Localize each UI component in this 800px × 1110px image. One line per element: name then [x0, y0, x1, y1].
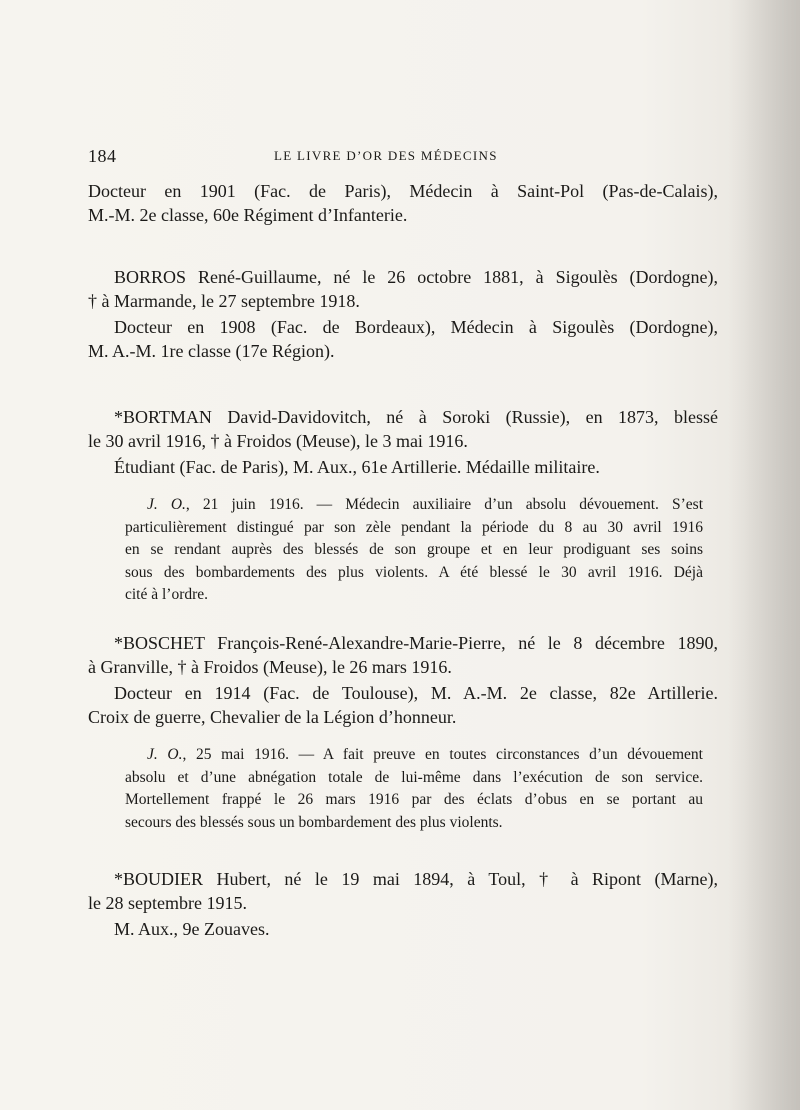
citation-bortman	[125, 494, 703, 607]
entry-text-line: M. Aux., 9e Zouaves.	[114, 919, 270, 939]
citation-line: sous des bombardements des plus violents. A été blessé le 30 avril 1916. Déjà	[125, 563, 703, 581]
citation-line: Mortellement frappé le 26 mars 1916 par des éclats d’obus en se portant au	[125, 791, 703, 808]
citation-text: , 21 juin 1916. — Médecin auxiliaire d’un absolu dévouement. S’est	[185, 496, 703, 513]
page-edge-shadow	[728, 0, 800, 1110]
entry-boudier	[88, 867, 718, 941]
entry-text-line: † à Marmande, le 27 septembre 1918.	[88, 291, 360, 311]
citation-line: en se rendant auprès des blessés de son groupe et en leur prodiguant ses soins	[125, 541, 703, 558]
entry-text-line: le 28 septembre 1915.	[88, 893, 247, 913]
citation-first-line	[125, 494, 703, 517]
citation-line: cité à l’ordre.	[125, 586, 209, 603]
entry-text-line: le 30 avril 1916, † à Froidos (Meuse), le 3 mai 1916.	[88, 431, 468, 451]
citation-first-line	[125, 744, 703, 767]
citation-line: absolu et d’une abnégation totale de lui-même dans l’exécution de son service.	[125, 768, 703, 786]
page-number: 184	[88, 146, 117, 166]
citation-boschet	[125, 744, 703, 834]
entry-text-line: à Granville, † à Froidos (Meuse), le 26 mars 1916.	[88, 657, 452, 677]
entry-text-line: Docteur en 1901 (Fac. de Paris), Médecin à Saint-Pol (Pas-de-Calais),	[88, 181, 718, 201]
citation-source: J. O.	[147, 496, 186, 513]
entry-heading-line: *BOUDIER Hubert, né le 19 mai 1894, à Toul, † à Ripont (Marne),	[114, 869, 718, 889]
citation-line: secours des blessés sous un bombardement des plus violents.	[125, 813, 503, 831]
citation-line: particulièrement distingué par son zèle pendant la période du 8 au 30 avril 1916	[125, 518, 703, 536]
entry-continuation	[88, 179, 718, 227]
entry-bortman	[88, 405, 718, 479]
entry-heading-line: *BORTMAN David-Davidovitch, né à Soroki (Russie), en 1873, blessé	[114, 407, 718, 427]
running-title: LE LIVRE D’OR DES MÉDECINS	[274, 148, 498, 163]
entry-text-line: M.-M. 2e classe, 60e Régiment d’Infanterie.	[88, 205, 408, 225]
entry-borros	[88, 265, 718, 363]
entry-boschet	[88, 631, 718, 729]
page-header	[88, 146, 718, 168]
entry-heading-line: BORROS René-Guillaume, né le 26 octobre 1881, à Sigoulès (Dordogne),	[114, 267, 718, 287]
entry-text-line: M. A.-M. 1re classe (17e Région).	[88, 341, 335, 361]
entry-text-line: Docteur en 1908 (Fac. de Bordeaux), Médecin à Sigoulès (Dordogne),	[114, 317, 718, 337]
citation-source: J. O.	[147, 746, 183, 763]
citation-text: , 25 mai 1916. — A fait preuve en toutes circonstances d’un dévouement	[182, 746, 703, 763]
entry-text-line: Croix de guerre, Chevalier de la Légion d’honneur.	[88, 707, 457, 727]
entry-text-line: Étudiant (Fac. de Paris), M. Aux., 61e Artillerie. Médaille militaire.	[114, 457, 600, 477]
entry-text-line: Docteur en 1914 (Fac. de Toulouse), M. A.-M. 2e classe, 82e Artillerie.	[114, 683, 718, 703]
entry-heading-line: *BOSCHET François-René-Alexandre-Marie-Pierre, né le 8 décembre 1890,	[114, 633, 718, 653]
